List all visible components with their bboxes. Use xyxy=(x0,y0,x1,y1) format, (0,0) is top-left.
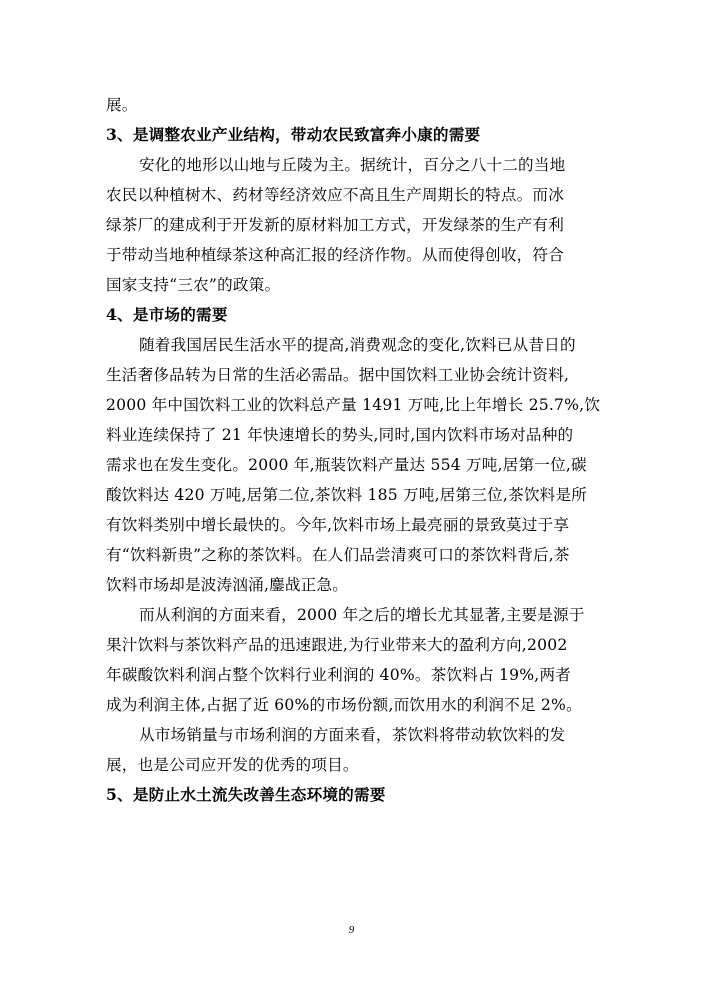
text-line: 于带动当地种植绿茶这种高汇报的经济作物。从而使得创收，符合 xyxy=(106,246,565,264)
text-line: 国家支持“三农”的政策。 xyxy=(106,276,281,294)
section-heading-4: 4、是市场的需要 xyxy=(106,305,228,324)
text-line: 有“饮料新贵”之称的茶饮料。在人们品尝清爽可口的茶饮料背后,茶 xyxy=(106,546,570,564)
text-line: 随着我国居民生活水平的提高,消费观念的变化,饮料已从昔日的 xyxy=(139,336,576,354)
text-line: 展。 xyxy=(106,96,138,114)
text-line: 而从利润的方面来看，2000 年之后的增长尤其显著,主要是源于 xyxy=(139,606,585,624)
text-line: 有饮料类别中增长最快的。今年,饮料市场上最亮丽的景致莫过于享 xyxy=(106,516,570,534)
text-line: 酸饮料达 420 万吨,居第二位,茶饮料 185 万吨,居第三位,茶饮料是所 xyxy=(106,486,588,504)
section-heading-3: 3、是调整农业产业结构，带动农民致富奔小康的需要 xyxy=(106,125,481,144)
text-line: 从市场销量与市场利润的方面来看，茶饮料将带动软饮料的发 xyxy=(139,726,566,744)
text-line: 年碳酸饮料利润占整个饮料行业利润的 40%。茶饮料占 19%,两者 xyxy=(106,666,572,684)
text-line: 绿茶厂的建成利于开发新的原材料加工方式，开发绿茶的生产有利 xyxy=(106,216,565,234)
text-line: 2000 年中国饮料工业的饮料总产量 1491 万吨,比上年增长 25.7%,饮 xyxy=(106,396,601,414)
text-line: 农民以种植树木、药材等经济效应不高且生产周期长的特点。而冰 xyxy=(106,186,565,204)
text-line: 果汁饮料与茶饮料产品的迅速跟进,为行业带来大的盈利方向,2002 xyxy=(106,636,568,654)
document-body xyxy=(106,90,601,810)
text-line: 成为利润主体,占据了近 60%的市场份额,而饮用水的利润不足 2%。 xyxy=(106,696,582,714)
text-line: 生活奢侈品转为日常的生活必需品。据中国饮料工业协会统计资料, xyxy=(106,366,570,384)
text-line: 需求也在发生变化。2000 年,瓶装饮料产量达 554 万吨,居第一位,碳 xyxy=(106,456,587,474)
text-line: 安化的地形以山地与丘陵为主。据统计，百分之八十二的当地 xyxy=(139,156,566,174)
section-heading-5: 5、是防止水土流失改善生态环境的需要 xyxy=(106,785,386,804)
text-line: 饮料市场却是波涛汹涌,鏖战正急。 xyxy=(106,576,349,594)
text-line: 展，也是公司应开发的优秀的项目。 xyxy=(106,756,359,774)
page-number: 9 xyxy=(348,924,355,936)
text-line: 料业连续保持了 21 年快速增长的势头,同时,国内饮料市场对品种的 xyxy=(106,426,574,444)
